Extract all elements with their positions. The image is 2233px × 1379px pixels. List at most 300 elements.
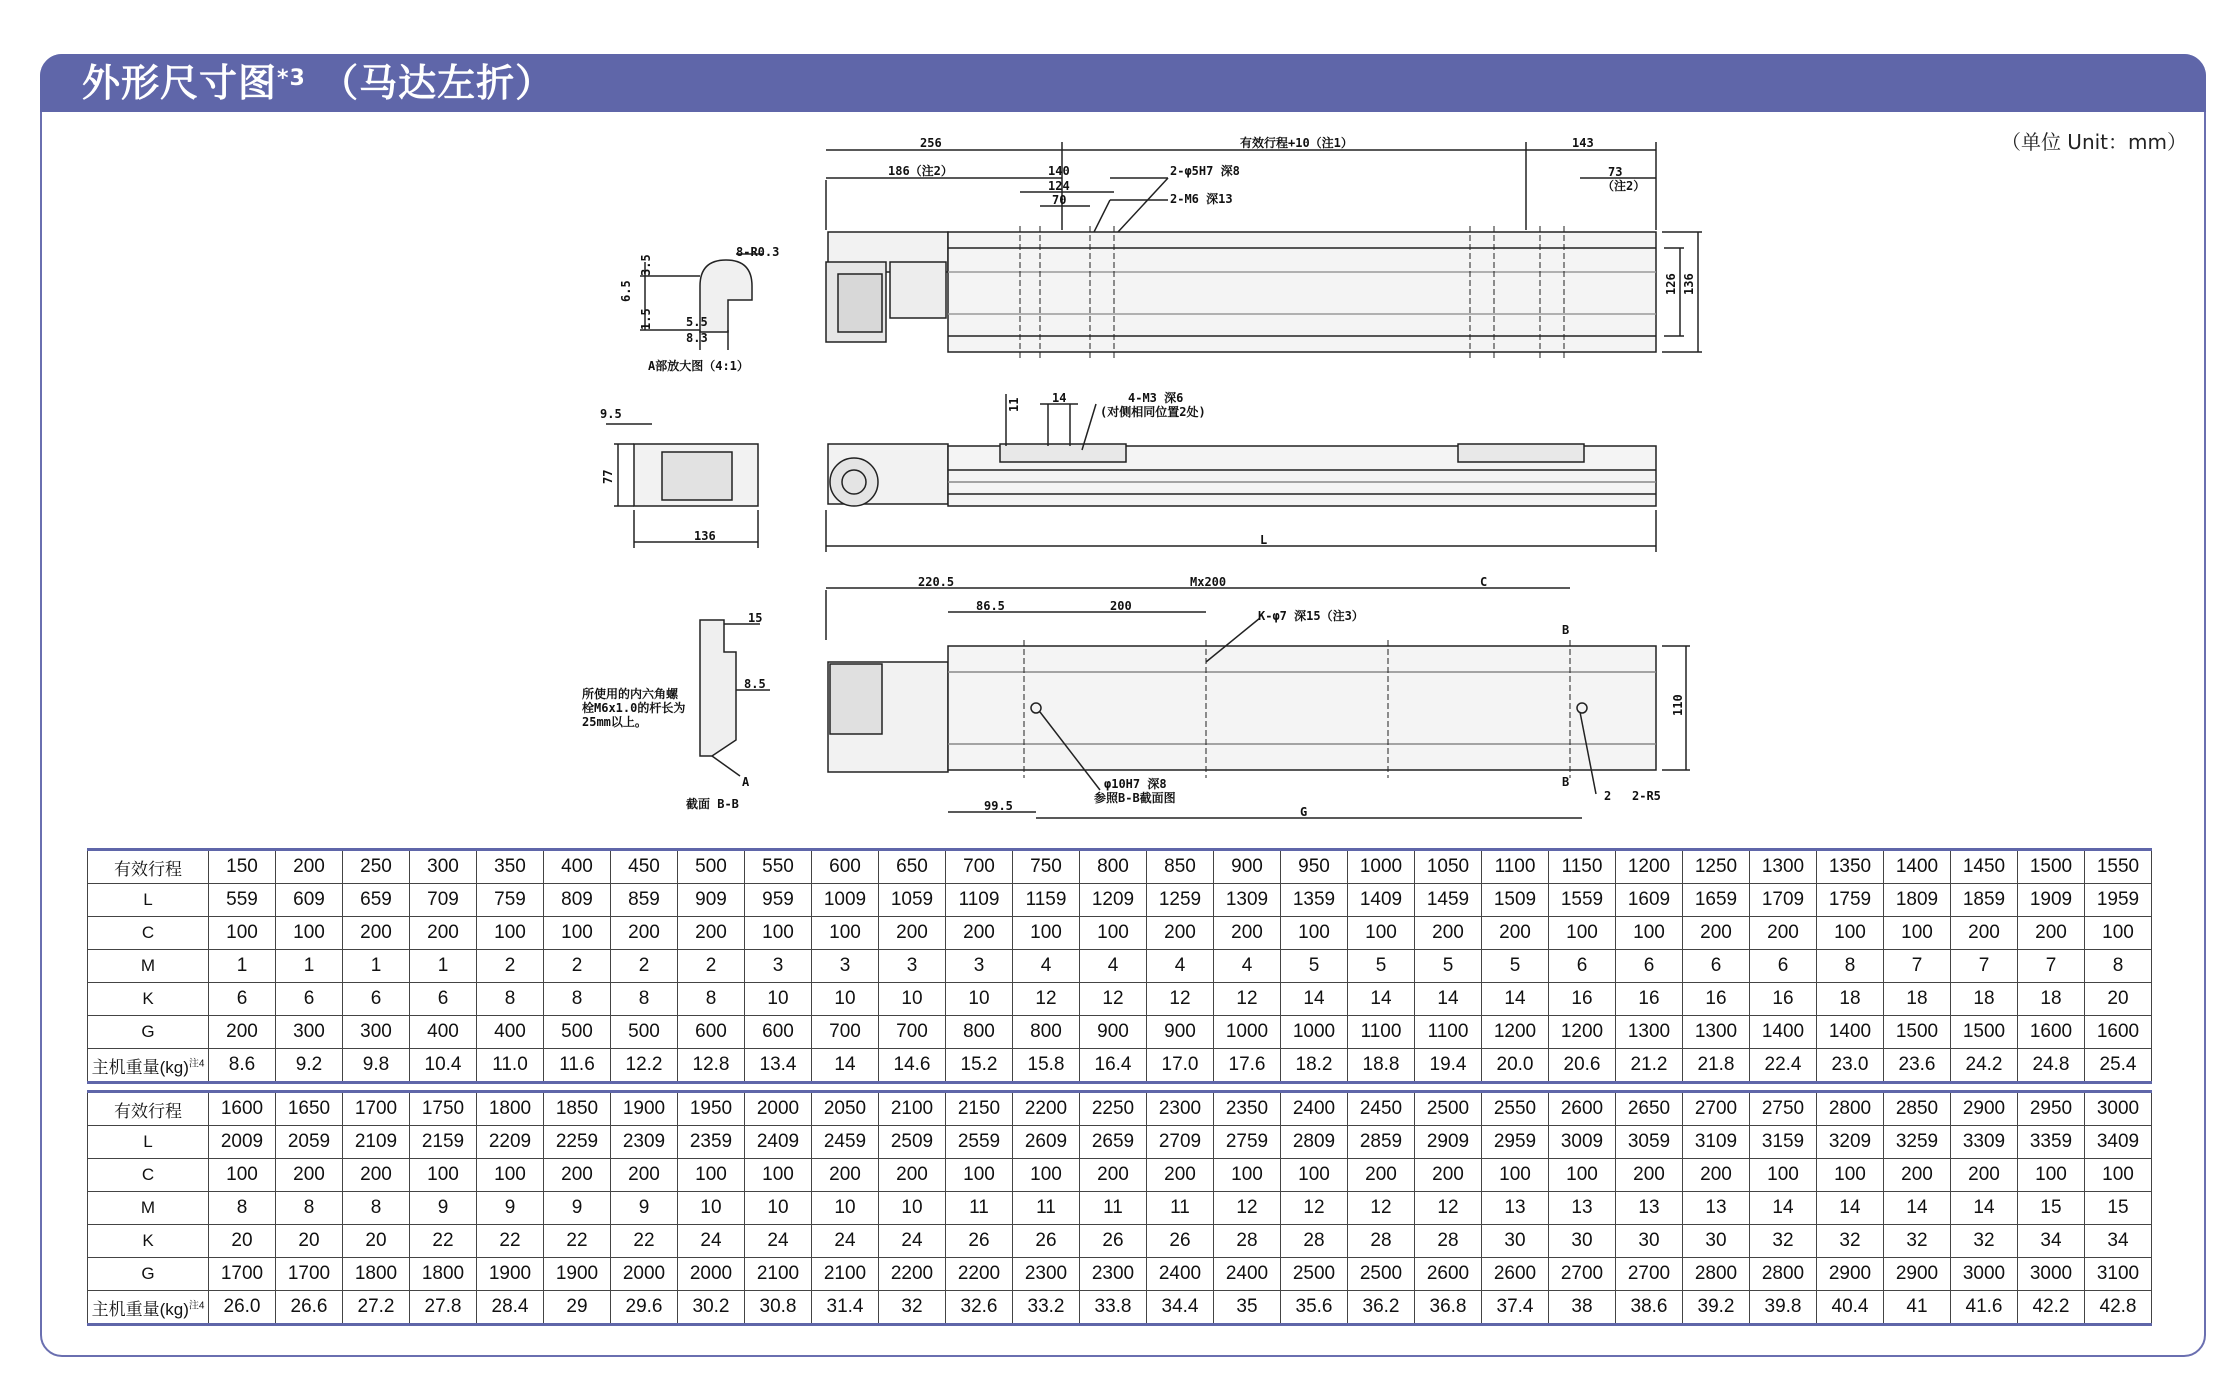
table-cell: 29.6	[611, 1291, 678, 1325]
table-row	[88, 1092, 2152, 1126]
table-cell: 11.0	[477, 1049, 544, 1083]
table-cell: 16	[1683, 983, 1750, 1016]
table-cell: 9.8	[343, 1049, 410, 1083]
table-cell: 23.0	[1817, 1049, 1884, 1083]
table-cell: 41	[1884, 1291, 1951, 1325]
table-cell: 2200	[879, 1258, 946, 1291]
table-cell: 2100	[812, 1258, 879, 1291]
table-cell: 1309	[1214, 884, 1281, 917]
table-row	[88, 950, 2152, 983]
table-cell: 20	[2085, 983, 2152, 1016]
table-cell: 200	[343, 1159, 410, 1192]
table-cell: 34	[2085, 1225, 2152, 1258]
table-cell: 27.2	[343, 1291, 410, 1325]
svg-text:A: A	[742, 775, 750, 789]
table-cell: 2959	[1482, 1126, 1549, 1159]
table-cell: 200	[209, 1016, 276, 1049]
table-cell: 650	[879, 850, 946, 884]
row-label: G	[88, 1258, 209, 1291]
svg-text:25mm以上。: 25mm以上。	[582, 715, 647, 729]
table-cell: 24	[678, 1225, 745, 1258]
table-cell: 2	[611, 950, 678, 983]
table-cell: 700	[879, 1016, 946, 1049]
table-row	[88, 1126, 2152, 1159]
table-cell: 1300	[1683, 1016, 1750, 1049]
table-cell: 6	[1549, 950, 1616, 983]
table-cell: 450	[611, 850, 678, 884]
table-cell: 1050	[1415, 850, 1482, 884]
table-cell: 200	[946, 917, 1013, 950]
table-cell: 2700	[1616, 1258, 1683, 1291]
table-cell: 2	[544, 950, 611, 983]
table-cell: 1559	[1549, 884, 1616, 917]
table-cell: 26	[1080, 1225, 1147, 1258]
table-cell: 14	[1750, 1192, 1817, 1225]
table-cell: 2309	[611, 1126, 678, 1159]
table-cell: 1	[410, 950, 477, 983]
table-cell: 800	[946, 1016, 1013, 1049]
table-cell: 8.6	[209, 1049, 276, 1083]
table-cell: 100	[2085, 1159, 2152, 1192]
table-cell: 3000	[2085, 1092, 2152, 1126]
table-cell: 8	[611, 983, 678, 1016]
table-cell: 3309	[1951, 1126, 2018, 1159]
table-cell: 30	[1482, 1225, 1549, 1258]
table-cell: 1	[209, 950, 276, 983]
note-mark: *3	[277, 66, 306, 91]
table-cell: 28	[1348, 1225, 1415, 1258]
table-cell: 200	[1415, 1159, 1482, 1192]
table-cell: 28.4	[477, 1291, 544, 1325]
row-label: 主机重量(kg)$^{注4}$	[88, 1049, 209, 1083]
table-cell: 15.8	[1013, 1049, 1080, 1083]
table-cell: 200	[1951, 917, 2018, 950]
table-cell: 33.2	[1013, 1291, 1080, 1325]
table-cell: 1800	[343, 1258, 410, 1291]
table-cell: 16	[1616, 983, 1683, 1016]
table-cell: 100	[209, 917, 276, 950]
svg-text:256: 256	[920, 136, 942, 150]
table-cell: 1250	[1683, 850, 1750, 884]
table-cell: 100	[1616, 917, 1683, 950]
table-cell: 31.4	[812, 1291, 879, 1325]
table-cell: 1909	[2018, 884, 2085, 917]
table-cell: 14.6	[879, 1049, 946, 1083]
table-cell: 1809	[1884, 884, 1951, 917]
table-cell: 100	[1281, 917, 1348, 950]
table-cell: 2709	[1147, 1126, 1214, 1159]
table-cell: 8	[276, 1192, 343, 1225]
table-cell: 500	[678, 850, 745, 884]
table-cell: 1850	[544, 1092, 611, 1126]
table-cell: 709	[410, 884, 477, 917]
table-cell: 30.2	[678, 1291, 745, 1325]
table-cell: 37.4	[1482, 1291, 1549, 1325]
table-cell: 13	[1549, 1192, 1616, 1225]
table-row	[88, 917, 2152, 950]
table-cell: 3259	[1884, 1126, 1951, 1159]
table-cell: 2250	[1080, 1092, 1147, 1126]
table-cell: 2700	[1683, 1092, 1750, 1126]
table-cell: 1100	[1348, 1016, 1415, 1049]
svg-text:11: 11	[1007, 397, 1021, 412]
table-cell: 11	[1080, 1192, 1147, 1225]
table-cell: 200	[1348, 1159, 1415, 1192]
table-cell: 3	[812, 950, 879, 983]
table-cell: 34.4	[1147, 1291, 1214, 1325]
table-cell: 16	[1549, 983, 1616, 1016]
table-cell: 400	[544, 850, 611, 884]
table-cell: 12	[1214, 983, 1281, 1016]
svg-text:K-φ7 深15（注3）: K-φ7 深15（注3）	[1258, 609, 1364, 623]
table-cell: 1000	[1281, 1016, 1348, 1049]
table-row	[88, 1049, 2152, 1083]
table-cell: 1400	[1750, 1016, 1817, 1049]
table-cell: 2100	[745, 1258, 812, 1291]
table-cell: 700	[946, 850, 1013, 884]
table-cell: 200	[879, 917, 946, 950]
table-cell: 2759	[1214, 1126, 1281, 1159]
table-cell: 200	[1080, 1159, 1147, 1192]
table-cell: 4	[1214, 950, 1281, 983]
table-cell: 200	[276, 850, 343, 884]
table-cell: 20.0	[1482, 1049, 1549, 1083]
table-cell: 2659	[1080, 1126, 1147, 1159]
table-cell: 7	[1951, 950, 2018, 983]
table-cell: 14	[812, 1049, 879, 1083]
end-view	[600, 407, 758, 548]
table-cell: 1300	[1616, 1016, 1683, 1049]
table-cell: 200	[1616, 1159, 1683, 1192]
row-label: M	[88, 1192, 209, 1225]
table-cell: 10	[745, 983, 812, 1016]
table-cell: 1609	[1616, 884, 1683, 917]
table-cell: 18.8	[1348, 1049, 1415, 1083]
table-cell: 12.2	[611, 1049, 678, 1083]
table-cell: 29	[544, 1291, 611, 1325]
table-cell: 200	[1147, 1159, 1214, 1192]
table-cell: 3009	[1549, 1126, 1616, 1159]
table-cell: 200	[1147, 917, 1214, 950]
table-cell: 6	[1750, 950, 1817, 983]
table-cell: 100	[2085, 917, 2152, 950]
table-cell: 2900	[1817, 1258, 1884, 1291]
table-cell: 12	[1080, 983, 1147, 1016]
table-cell: 10	[879, 983, 946, 1016]
svg-text:136: 136	[694, 529, 716, 543]
table-cell: 759	[477, 884, 544, 917]
table-cell: 1709	[1750, 884, 1817, 917]
table-cell: 3209	[1817, 1126, 1884, 1159]
svg-text:A部放大图（4:1）: A部放大图（4:1）	[648, 359, 749, 373]
table-cell: 100	[946, 1159, 1013, 1192]
table-cell: 4	[1013, 950, 1080, 983]
table-cell: 300	[410, 850, 477, 884]
table-cell: 3	[745, 950, 812, 983]
table-cell: 9	[477, 1192, 544, 1225]
svg-text:L: L	[1260, 533, 1268, 547]
table-cell: 39.8	[1750, 1291, 1817, 1325]
table-cell: 2350	[1214, 1092, 1281, 1126]
table-cell: 2300	[1147, 1092, 1214, 1126]
table-cell: 959	[745, 884, 812, 917]
table-cell: 1159	[1013, 884, 1080, 917]
row-label: 有效行程	[88, 850, 209, 884]
table-cell: 2700	[1549, 1258, 1616, 1291]
table-cell: 850	[1147, 850, 1214, 884]
table-cell: 1400	[1817, 1016, 1884, 1049]
table-cell: 3059	[1616, 1126, 1683, 1159]
svg-text:9.5: 9.5	[600, 407, 622, 421]
table-cell: 26.6	[276, 1291, 343, 1325]
table-cell: 1900	[611, 1092, 678, 1126]
row-label: 有效行程	[88, 1092, 209, 1126]
table-cell: 10	[812, 983, 879, 1016]
row-label-note: 注4	[188, 1057, 205, 1069]
table-cell: 2900	[1884, 1258, 1951, 1291]
table-cell: 30	[1683, 1225, 1750, 1258]
table-cell: 19.4	[1415, 1049, 1482, 1083]
table-cell: 20	[276, 1225, 343, 1258]
table-row	[88, 1159, 2152, 1192]
table-cell: 11	[1013, 1192, 1080, 1225]
table-cell: 10	[745, 1192, 812, 1225]
row-label: L	[88, 884, 209, 917]
table-cell: 13	[1683, 1192, 1750, 1225]
row-label: M	[88, 950, 209, 983]
row-label: K	[88, 983, 209, 1016]
table-cell: 1800	[477, 1092, 544, 1126]
table-cell: 2100	[879, 1092, 946, 1126]
table-cell: 1350	[1817, 850, 1884, 884]
table-cell: 21.2	[1616, 1049, 1683, 1083]
table-cell: 18	[1951, 983, 2018, 1016]
table-cell: 2409	[745, 1126, 812, 1159]
table-cell: 100	[1214, 1159, 1281, 1192]
table-cell: 27.8	[410, 1291, 477, 1325]
table-cell: 100	[1817, 1159, 1884, 1192]
table-cell: 39.2	[1683, 1291, 1750, 1325]
table-cell: 17.6	[1214, 1049, 1281, 1083]
table-cell: 9.2	[276, 1049, 343, 1083]
table-cell: 859	[611, 884, 678, 917]
table-cell: 22	[477, 1225, 544, 1258]
table-cell: 24	[812, 1225, 879, 1258]
svg-text:1.5: 1.5	[639, 308, 653, 330]
table-cell: 2159	[410, 1126, 477, 1159]
table-cell: 1359	[1281, 884, 1348, 917]
table-cell: 6	[276, 983, 343, 1016]
table-cell: 20	[343, 1225, 410, 1258]
svg-text:6.5: 6.5	[619, 280, 633, 302]
svg-text:B: B	[1562, 623, 1570, 637]
table-cell: 11.6	[544, 1049, 611, 1083]
table-cell: 200	[678, 917, 745, 950]
bottom-view	[826, 575, 1690, 819]
table-cell: 6	[1616, 950, 1683, 983]
table-cell: 12	[1281, 1192, 1348, 1225]
table-cell: 1950	[678, 1092, 745, 1126]
table-cell: 42.8	[2085, 1291, 2152, 1325]
svg-text:2-M6 深13: 2-M6 深13	[1170, 192, 1233, 206]
table-cell: 18	[1817, 983, 1884, 1016]
table-cell: 30.8	[745, 1291, 812, 1325]
table-cell: 34	[2018, 1225, 2085, 1258]
table-cell: 1900	[544, 1258, 611, 1291]
table-cell: 100	[477, 1159, 544, 1192]
table-cell: 100	[1348, 917, 1415, 950]
table-cell: 26	[946, 1225, 1013, 1258]
svg-text:2-R5: 2-R5	[1632, 789, 1661, 803]
table-cell: 1000	[1214, 1016, 1281, 1049]
table-cell: 100	[410, 1159, 477, 1192]
table-cell: 500	[611, 1016, 678, 1049]
table-cell: 26	[1013, 1225, 1080, 1258]
table-cell: 2650	[1616, 1092, 1683, 1126]
table-cell: 609	[276, 884, 343, 917]
table-cell: 100	[745, 1159, 812, 1192]
table-cell: 200	[544, 1159, 611, 1192]
table-cell: 200	[611, 917, 678, 950]
svg-text:2-φ5H7 深8: 2-φ5H7 深8	[1170, 164, 1240, 178]
side-view	[826, 390, 1656, 552]
table-cell: 2950	[2018, 1092, 2085, 1126]
table-cell: 2300	[1013, 1258, 1080, 1291]
table-cell: 1500	[1951, 1016, 2018, 1049]
table-cell: 4	[1147, 950, 1214, 983]
table-cell: 8	[544, 983, 611, 1016]
detail-a	[619, 245, 779, 373]
table-cell: 600	[678, 1016, 745, 1049]
section-bb	[582, 611, 770, 811]
table-cell: 18	[1884, 983, 1951, 1016]
table-cell: 100	[678, 1159, 745, 1192]
table-row	[88, 1258, 2152, 1291]
table-cell: 20	[209, 1225, 276, 1258]
table-cell: 400	[410, 1016, 477, 1049]
table-cell: 28	[1415, 1225, 1482, 1258]
table-cell: 1509	[1482, 884, 1549, 917]
table-cell: 200	[611, 1159, 678, 1192]
table-cell: 559	[209, 884, 276, 917]
table-cell: 8	[343, 1192, 410, 1225]
table-cell: 600	[812, 850, 879, 884]
table-cell: 9	[544, 1192, 611, 1225]
table-cell: 100	[1549, 1159, 1616, 1192]
table-cell: 2800	[1750, 1258, 1817, 1291]
svg-text:186（注2）: 186（注2）	[888, 164, 953, 178]
table-cell: 32	[1884, 1225, 1951, 1258]
table-cell: 18	[2018, 983, 2085, 1016]
svg-text:73: 73	[1608, 165, 1623, 179]
table-cell: 6	[343, 983, 410, 1016]
table-cell: 25.4	[2085, 1049, 2152, 1083]
table-cell: 2500	[1415, 1092, 1482, 1126]
svg-text:99.5: 99.5	[984, 799, 1013, 813]
table-cell: 1100	[1415, 1016, 1482, 1049]
table-cell: 30	[1616, 1225, 1683, 1258]
table-cell: 38.6	[1616, 1291, 1683, 1325]
table-row	[88, 1291, 2152, 1325]
table-cell: 14	[1415, 983, 1482, 1016]
table-cell: 1000	[1348, 850, 1415, 884]
table-cell: 24.8	[2018, 1049, 2085, 1083]
table-cell: 32	[1951, 1225, 2018, 1258]
table-cell: 2800	[1817, 1092, 1884, 1126]
table-row	[88, 1225, 2152, 1258]
table-cell: 40.4	[1817, 1291, 1884, 1325]
table-cell: 200	[2018, 917, 2085, 950]
row-label: G	[88, 1016, 209, 1049]
table-cell: 300	[276, 1016, 343, 1049]
table-cell: 1600	[2018, 1016, 2085, 1049]
svg-text:3.5: 3.5	[639, 254, 653, 276]
table-cell: 41.6	[1951, 1291, 2018, 1325]
table-cell: 2400	[1214, 1258, 1281, 1291]
table-cell: 1859	[1951, 884, 2018, 917]
table-cell: 13	[1482, 1192, 1549, 1225]
table-cell: 800	[1080, 850, 1147, 884]
svg-text:143: 143	[1572, 136, 1594, 150]
svg-text:参照B-B截面图: 参照B-B截面图	[1094, 791, 1176, 805]
table-cell: 1550	[2085, 850, 2152, 884]
table-cell: 2	[477, 950, 544, 983]
svg-text:140: 140	[1048, 164, 1070, 178]
table-cell: 21.8	[1683, 1049, 1750, 1083]
table-cell: 15	[2018, 1192, 2085, 1225]
table-cell: 9	[410, 1192, 477, 1225]
table-cell: 2750	[1750, 1092, 1817, 1126]
table-cell: 3000	[2018, 1258, 2085, 1291]
table-cell: 1459	[1415, 884, 1482, 917]
table-cell: 24	[745, 1225, 812, 1258]
table-cell: 1600	[2085, 1016, 2152, 1049]
table-cell: 1	[276, 950, 343, 983]
table-cell: 13	[1616, 1192, 1683, 1225]
table-cell: 909	[678, 884, 745, 917]
table-cell: 100	[1013, 917, 1080, 950]
table-cell: 2450	[1348, 1092, 1415, 1126]
table-cell: 11	[1147, 1192, 1214, 1225]
table-cell: 100	[477, 917, 544, 950]
table-cell: 3359	[2018, 1126, 2085, 1159]
table-cell: 900	[1147, 1016, 1214, 1049]
table-cell: 3100	[2085, 1258, 2152, 1291]
svg-text:G: G	[1300, 805, 1308, 819]
table-cell: 20.6	[1549, 1049, 1616, 1083]
table-cell: 1300	[1750, 850, 1817, 884]
unit-label: （单位 Unit：mm）	[2000, 130, 2187, 154]
table-cell: 100	[1013, 1159, 1080, 1192]
svg-text:15: 15	[748, 611, 763, 625]
table-cell: 7	[2018, 950, 2085, 983]
table-cell: 200	[410, 917, 477, 950]
table-cell: 1100	[1482, 850, 1549, 884]
table-cell: 2500	[1348, 1258, 1415, 1291]
table-cell: 30	[1549, 1225, 1616, 1258]
table-cell: 6	[410, 983, 477, 1016]
table-cell: 18.2	[1281, 1049, 1348, 1083]
svg-text:220.5: 220.5	[918, 575, 955, 589]
table-cell: 10	[812, 1192, 879, 1225]
table-cell: 750	[1013, 850, 1080, 884]
table-cell: 14	[1482, 983, 1549, 1016]
table-cell: 200	[1884, 1159, 1951, 1192]
table-cell: 1009	[812, 884, 879, 917]
table-cell: 100	[745, 917, 812, 950]
table-cell: 2359	[678, 1126, 745, 1159]
table-cell: 32	[879, 1291, 946, 1325]
